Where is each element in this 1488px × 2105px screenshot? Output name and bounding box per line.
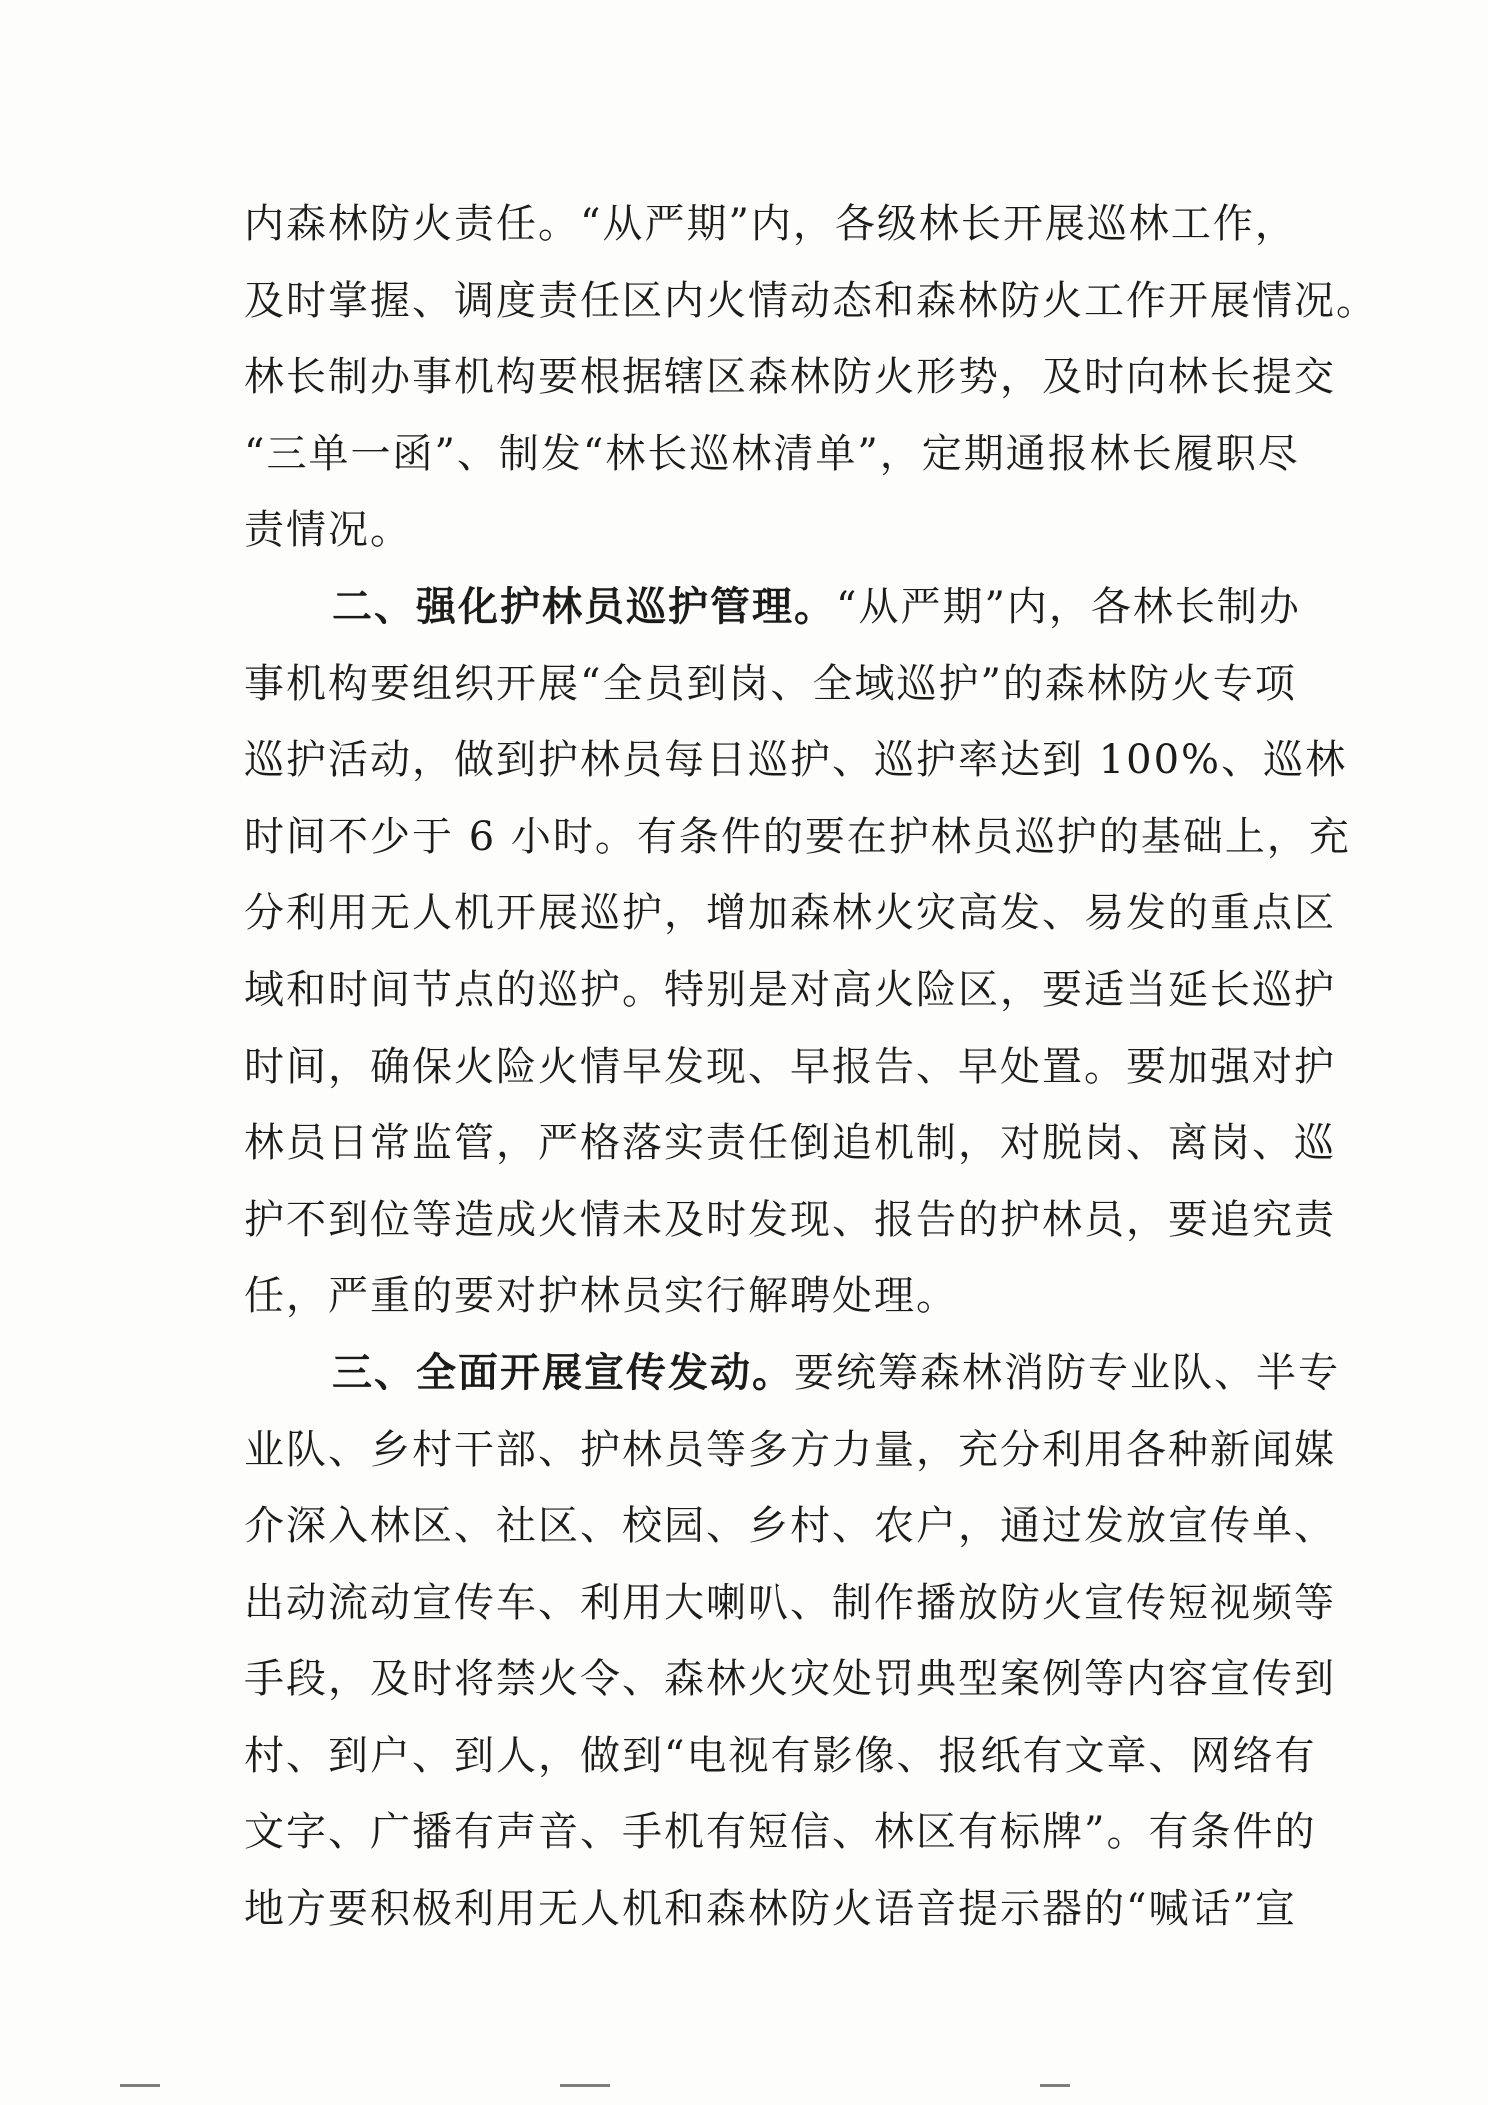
- scan-mark: [120, 2084, 160, 2087]
- body-line: 介深入林区、社区、校园、乡村、农户，通过发放宣传单、: [244, 1503, 1336, 1550]
- body-line: 分利用无人机开展巡护，增加森林火灾高发、易发的重点区: [244, 890, 1336, 937]
- section-2-first-rest: “从严期”内，各林长制办: [836, 583, 1301, 630]
- scan-mark: [1040, 2084, 1070, 2087]
- body-line: “三单一函”、制发“林长巡林清单”，定期通报林长履职尽: [244, 430, 1300, 477]
- body-line: 时间，确保火险火情早发现、早报告、早处置。要加强对护: [244, 1043, 1336, 1090]
- body-line: 林长制办事机构要根据辖区森林防火形势，及时向林长提交: [244, 354, 1336, 401]
- body-line: 林员日常监管，严格落实责任倒追机制，对脱岗、离岗、巡: [244, 1120, 1336, 1167]
- body-line: 时间不少于 6 小时。有条件的要在护林员巡护的基础上，充: [244, 813, 1351, 860]
- scan-edge-marks: [0, 2080, 1488, 2100]
- body-line: 巡护活动，做到护林员每日巡护、巡护率达到 100%、巡林: [244, 737, 1348, 784]
- body-line: 村、到户、到人，做到“电视有影像、报纸有文章、网络有: [244, 1732, 1317, 1779]
- body-line: 业队、乡村干部、护林员等多方力量，充分利用各种新闻媒: [244, 1426, 1336, 1473]
- body-line: 事机构要组织开展“全员到岗、全域巡护”的森林防火专项: [244, 660, 1297, 707]
- body-line: 文字、广播有声音、手机有短信、林区有标牌”。有条件的: [244, 1809, 1317, 1856]
- body-line: 责情况。: [244, 507, 412, 554]
- body-line: 内森林防火责任。“从严期”内，各级林长开展巡林工作，: [244, 201, 1297, 247]
- section-3-heading: 三、全面开展宣传发动。: [332, 1349, 794, 1396]
- body-line: 地方要积极利用无人机和森林防火语音提示器的“喊话”宣: [244, 1886, 1297, 1933]
- scan-mark: [560, 2084, 610, 2087]
- body-line: 及时掌握、调度责任区内火情动态和森林防火工作开展情况。: [244, 277, 1378, 324]
- body-line: 护不到位等造成火情未及时发现、报告的护林员，要追究责: [244, 1196, 1336, 1243]
- section-3-first-rest: 要统筹森林消防专业队、半专: [794, 1349, 1340, 1396]
- section-2-heading: 二、强化护林员巡护管理。: [332, 583, 836, 630]
- body-line: 任，严重的要对护林员实行解聘处理。: [244, 1273, 958, 1320]
- body-line: 出动流动宣传车、利用大喇叭、制作播放防火宣传短视频等: [244, 1579, 1336, 1626]
- body-line: 域和时间节点的巡护。特别是对高火险区，要适当延长巡护: [244, 966, 1336, 1013]
- document-body: [244, 186, 1378, 1948]
- section-2-first-line: [244, 569, 1301, 646]
- section-3-first-line: [244, 1335, 1340, 1412]
- body-line: 手段，及时将禁火令、森林火灾处罚典型案例等内容宣传到: [244, 1656, 1336, 1703]
